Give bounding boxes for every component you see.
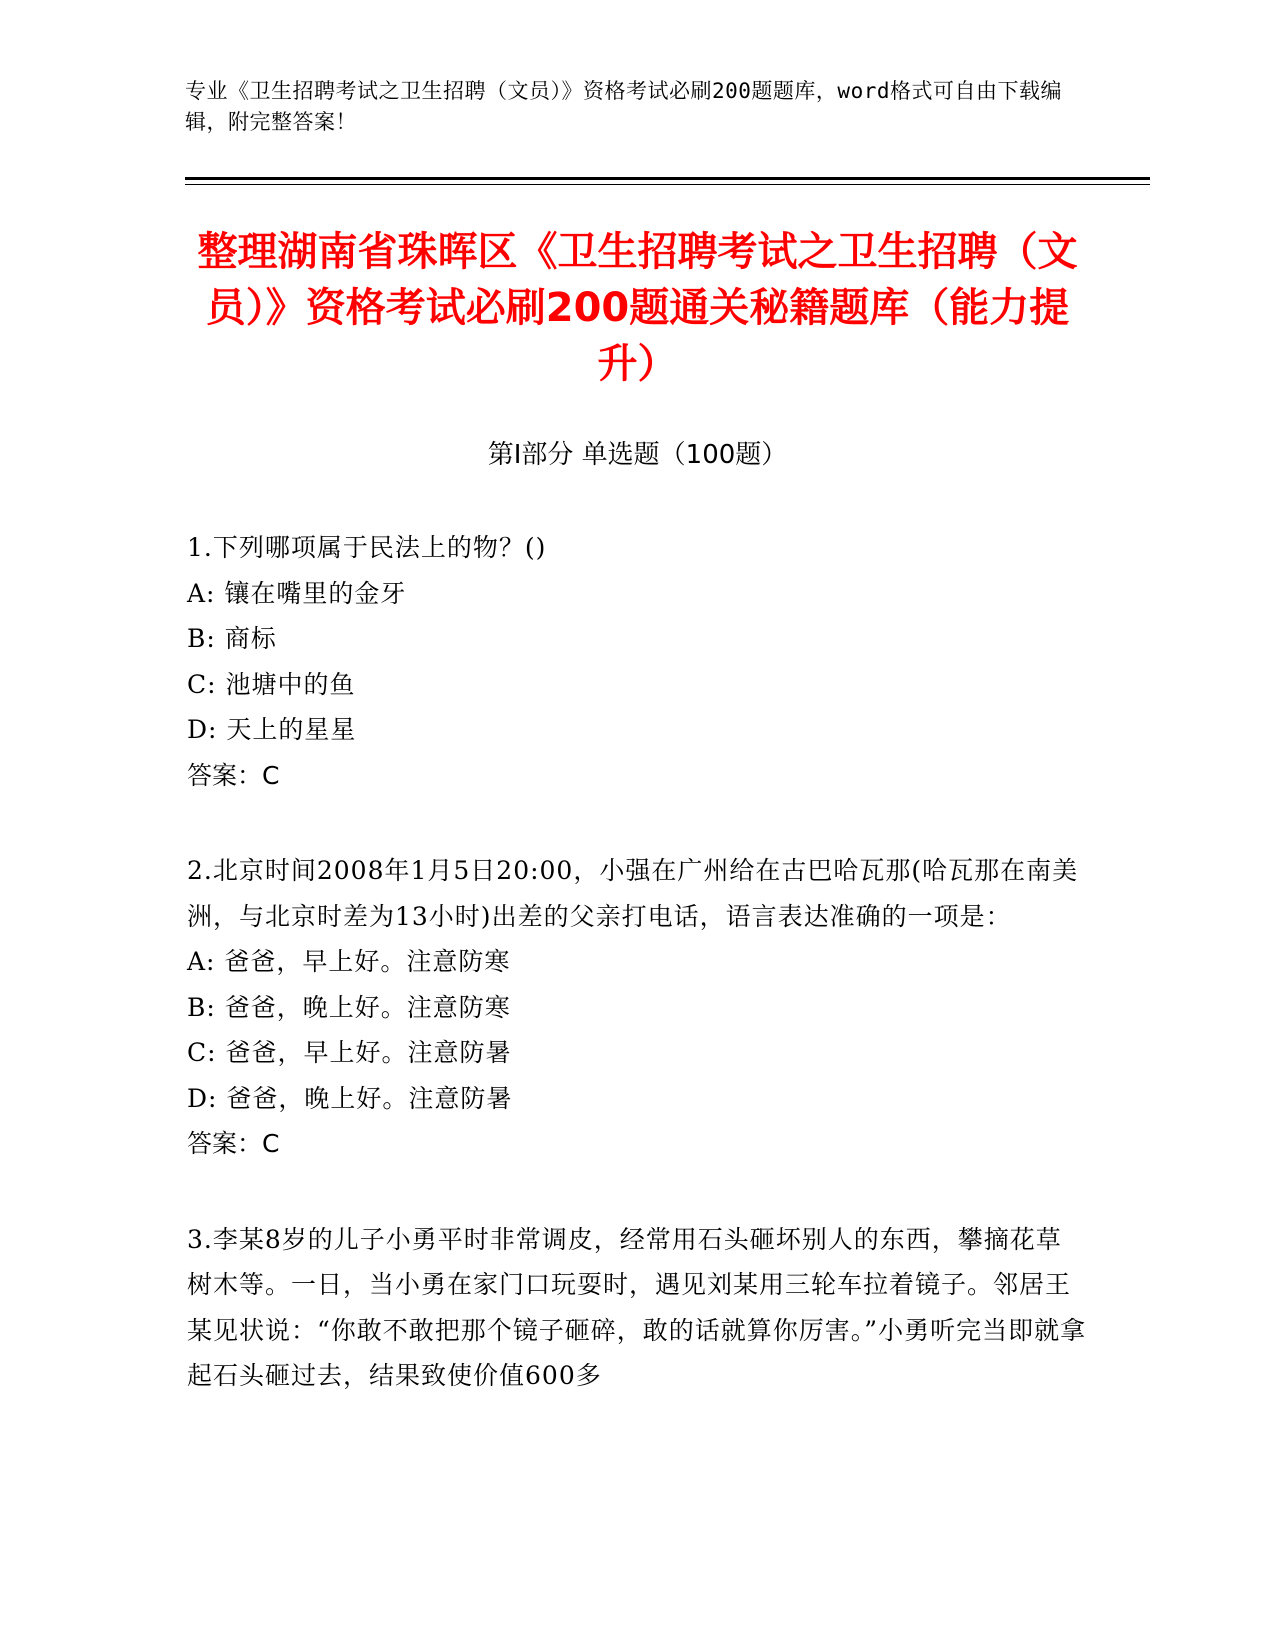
option-a: A: 爸爸，早上好。注意防寒 [187, 947, 511, 976]
question-stem: 2.北京时间2008年1月5日20:00，小强在广州给在古巴哈瓦那(哈瓦那在南美洲，与北京时差为13小时)出差的父亲打电话，语言表达准确的一项是： [187, 856, 1079, 931]
header-divider-thin [185, 184, 1150, 185]
option-b: B: 商标 [187, 624, 277, 653]
answer-label: 答案：C [187, 760, 280, 790]
document-title: 整理湖南省珠晖区《卫生招聘考试之卫生招聘（文员）》资格考试必刷200题通关秘籍题库（能力提升） [197, 229, 1078, 387]
option-c: C: 爸爸，早上好。注意防暑 [187, 1038, 512, 1067]
option-d: D: 爸爸，晚上好。注意防暑 [187, 1083, 513, 1113]
question-1 [187, 525, 1087, 798]
question-list [187, 525, 1087, 1449]
header-divider-thick [185, 177, 1150, 180]
question-stem: 1.下列哪项属于民法上的物？() [187, 533, 547, 562]
option-a: A: 镶在嘴里的金牙 [187, 578, 407, 608]
question-stem: 3.李某8岁的儿子小勇平时非常调皮，经常用石头砸坏别人的东西，攀摘花草树木等。一日，当小勇在家门口玩耍时，遇见刘某用三轮车拉着镜子。邻居王某见状说：“你敢不敢把那个镜子砸碎，敢的话就算你厉害。”小勇听完当即就拿起石头砸过去，结果致使价值600多 [187, 1224, 1087, 1390]
question-3 [187, 1217, 1087, 1399]
option-b: B: 爸爸，晚上好。注意防寒 [187, 992, 511, 1022]
answer-label: 答案：C [187, 1129, 280, 1158]
option-c: C: 池塘中的鱼 [187, 669, 356, 699]
question-2 [187, 848, 1087, 1167]
option-d: D: 天上的星星 [187, 715, 357, 744]
header-note: 专业《卫生招聘考试之卫生招聘（文员）》资格考试必刷200题题库，word格式可自由下载编辑，附完整答案！ [185, 79, 1062, 134]
part-heading: 第Ⅰ部分 单选题（100题） [487, 440, 788, 470]
